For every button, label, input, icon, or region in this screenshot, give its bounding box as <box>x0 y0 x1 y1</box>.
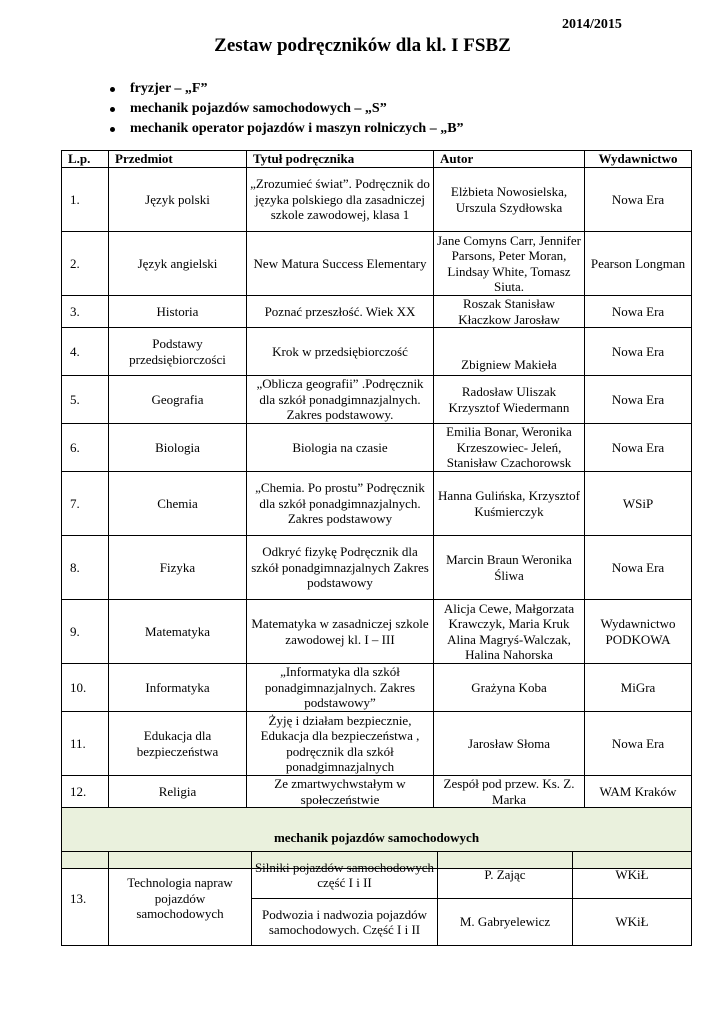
cell-title: Podwozia i nadwozia pojazdów samochodowych. Część I i II <box>252 899 438 946</box>
cell-subject: Geografia <box>109 376 247 424</box>
cell-title: New Matura Success Elementary <box>247 232 434 296</box>
cell-publisher: WSiP <box>585 472 692 536</box>
cell-title: Żyję i działam bezpiecznie, Edukacja dla bezpieczeństwa , podręcznik dla szkół ponadgimnazjalnych <box>247 712 434 776</box>
cell-publisher: WAM Kraków <box>585 776 692 808</box>
cell-title: „Oblicza geografii” .Podręcznik dla szkół ponadgimnazjalnych. Zakres podstawowy. <box>247 376 434 424</box>
cell-author: Radosław Uliszak Krzysztof Wiedermann <box>434 376 585 424</box>
table-row <box>62 296 692 328</box>
table-row <box>62 376 692 424</box>
cell-author: Zbigniew Makieła <box>434 328 585 376</box>
cell-lp: 1. <box>62 168 109 232</box>
cell-title: Odkryć fizykę Podręcznik dla szkół ponadgimnazjalnych Zakres podstawowy <box>247 536 434 600</box>
cell-author: Roszak Stanisław Kłaczkow Jarosław <box>434 296 585 328</box>
cell-author: Jane Comyns Carr, Jennifer Parsons, Peter Moran, Lindsay White, Tomasz Siuta. <box>434 232 585 296</box>
cell-title: Silniki pojazdów samochodowych część I i II <box>252 852 438 899</box>
list-item: mechanik pojazdów samochodowych – „S” <box>108 99 464 119</box>
cell-publisher: MiGra <box>585 664 692 712</box>
table-row <box>62 776 692 808</box>
specialization-table <box>61 851 692 946</box>
list-item: mechanik operator pojazdów i maszyn rolniczych – „B” <box>108 119 464 139</box>
table-row <box>62 852 692 899</box>
cell-title: „Informatyka dla szkół ponadgimnazjalnych. Zakres podstawowy” <box>247 664 434 712</box>
header-title: Tytuł podręcznika <box>247 151 434 168</box>
cell-author: M. Gabryelewicz <box>438 899 573 946</box>
header-lp: L.p. <box>62 151 109 168</box>
cell-subject: Język polski <box>109 168 247 232</box>
cell-subject: Religia <box>109 776 247 808</box>
specialization-list <box>108 79 464 139</box>
cell-title: „Chemia. Po prostu” Podręcznik dla szkół ponadgimnazjalnych. Zakres podstawowy <box>247 472 434 536</box>
cell-subject: Biologia <box>109 424 247 472</box>
cell-publisher: Nowa Era <box>585 296 692 328</box>
page-title: Zestaw podręczników dla kl. I FSBZ <box>214 35 511 56</box>
cell-lp: 12. <box>62 776 109 808</box>
cell-subject: Informatyka <box>109 664 247 712</box>
cell-publisher: Nowa Era <box>585 376 692 424</box>
cell-lp: 7. <box>62 472 109 536</box>
cell-publisher: Nowa Era <box>585 536 692 600</box>
header-publisher: Wydawnictwo <box>585 151 692 168</box>
textbook-table <box>61 150 692 869</box>
cell-subject: Matematyka <box>109 600 247 664</box>
cell-title: Ze zmartwychwstałym w społeczeństwie <box>247 776 434 808</box>
cell-title: Krok w przedsiębiorczość <box>247 328 434 376</box>
table-row <box>62 600 692 664</box>
cell-lp: 6. <box>62 424 109 472</box>
table-row <box>62 424 692 472</box>
list-item: fryzjer – „F” <box>108 79 464 99</box>
cell-author: Emilia Bonar, Weronika Krzeszowiec- Jeleń, Stanisław Czachorowsk <box>434 424 585 472</box>
cell-title: Biologia na czasie <box>247 424 434 472</box>
cell-publisher: WKiŁ <box>573 899 692 946</box>
header-author: Autor <box>434 151 585 168</box>
cell-author: Marcin Braun Weronika Śliwa <box>434 536 585 600</box>
cell-author: Jarosław Słoma <box>434 712 585 776</box>
table-row <box>62 536 692 600</box>
cell-title: „Zrozumieć świat”. Podręcznik do języka polskiego dla zasadniczej szkole zawodowej, klasa 1 <box>247 168 434 232</box>
section-title: mechanik pojazdów samochodowych <box>62 808 692 869</box>
cell-title: Matematyka w zasadniczej szkole zawodowej kl. I – III <box>247 600 434 664</box>
header-subject: Przedmiot <box>109 151 247 168</box>
cell-publisher: Nowa Era <box>585 168 692 232</box>
cell-subject: Język angielski <box>109 232 247 296</box>
cell-subject: Fizyka <box>109 536 247 600</box>
cell-title: Poznać przeszłość. Wiek XX <box>247 296 434 328</box>
cell-publisher: Nowa Era <box>585 424 692 472</box>
cell-subject: Podstawy przedsiębiorczości <box>109 328 247 376</box>
cell-author: Zespół pod przew. Ks. Z. Marka <box>434 776 585 808</box>
cell-subject: Historia <box>109 296 247 328</box>
cell-lp: 3. <box>62 296 109 328</box>
cell-author: Grażyna Koba <box>434 664 585 712</box>
table-row <box>62 168 692 232</box>
table-header-row <box>62 151 692 168</box>
table-row <box>62 232 692 296</box>
cell-publisher: Pearson Longman <box>585 232 692 296</box>
cell-author: Elżbieta Nowosielska, Urszula Szydłowska <box>434 168 585 232</box>
table-row <box>62 664 692 712</box>
cell-author: P. Zając <box>438 852 573 899</box>
table-row <box>62 712 692 776</box>
cell-subject: Chemia <box>109 472 247 536</box>
cell-lp: 4. <box>62 328 109 376</box>
cell-lp: 11. <box>62 712 109 776</box>
cell-lp: 9. <box>62 600 109 664</box>
cell-subject: Technologia napraw pojazdów samochodowych <box>109 852 252 946</box>
cell-author: Hanna Gulińska, Krzysztof Kuśmierczyk <box>434 472 585 536</box>
table-row <box>62 328 692 376</box>
cell-lp: 10. <box>62 664 109 712</box>
table-row <box>62 472 692 536</box>
cell-lp: 2. <box>62 232 109 296</box>
cell-subject: Edukacja dla bezpieczeństwa <box>109 712 247 776</box>
school-year: 2014/2015 <box>562 17 622 32</box>
cell-publisher: WKiŁ <box>573 852 692 899</box>
cell-lp: 13. <box>62 852 109 946</box>
cell-lp: 5. <box>62 376 109 424</box>
cell-publisher: Wydawnictwo PODKOWA <box>585 600 692 664</box>
cell-publisher: Nowa Era <box>585 328 692 376</box>
cell-author: Alicja Cewe, Małgorzata Krawczyk, Maria Kruk Alina Magryś-Walczak, Halina Nahorska <box>434 600 585 664</box>
cell-lp: 8. <box>62 536 109 600</box>
cell-publisher: Nowa Era <box>585 712 692 776</box>
